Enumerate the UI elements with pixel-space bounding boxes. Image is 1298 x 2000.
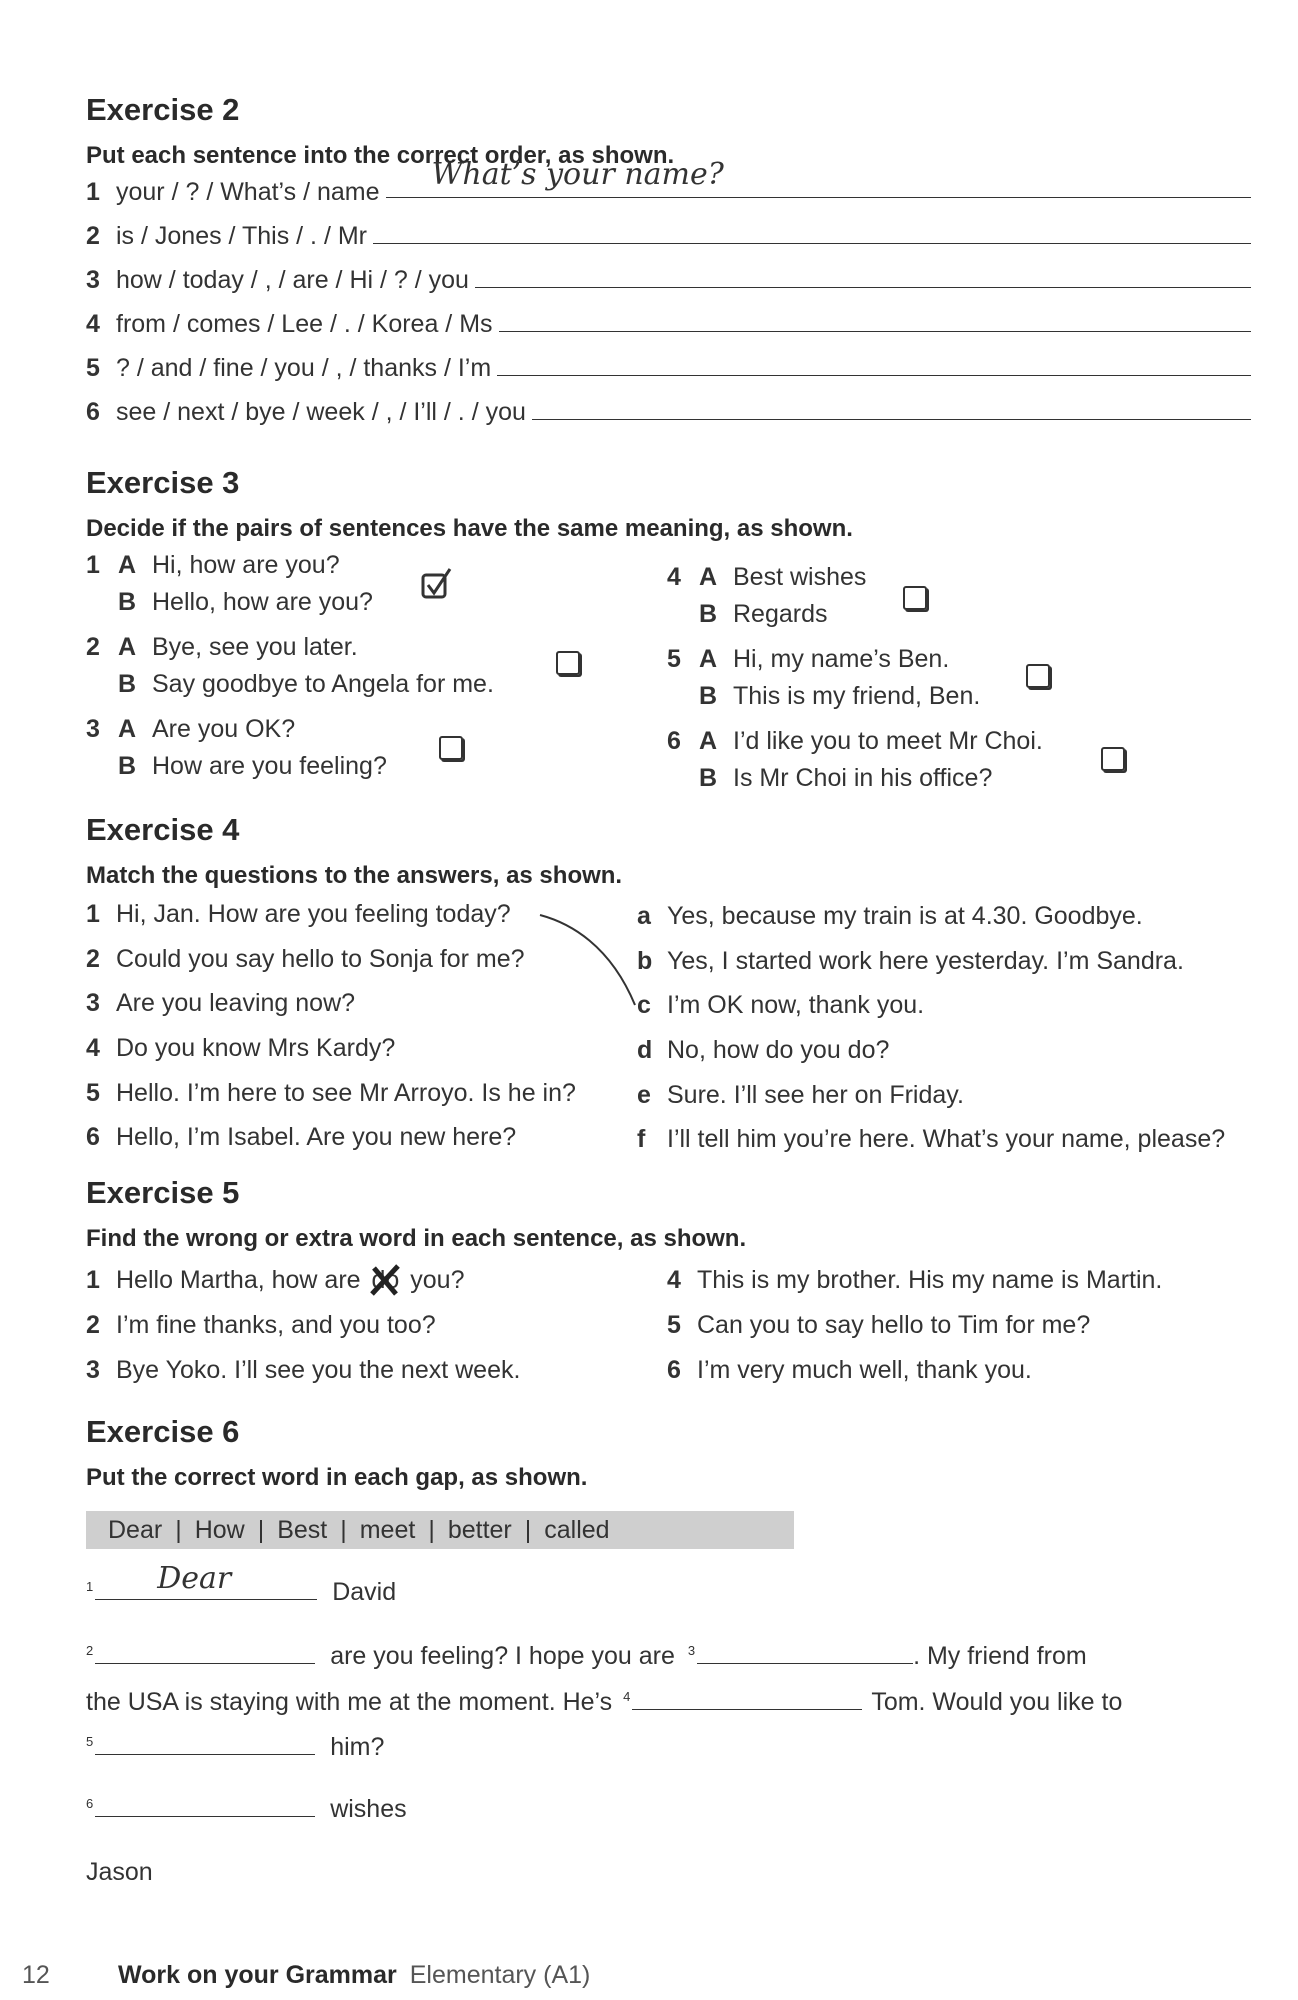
book-title: Work on your Grammar	[118, 1961, 397, 1989]
ex5-item-1: 1 Hello Martha, how are do you?	[86, 1266, 465, 1295]
word-separator: |	[257, 1515, 265, 1544]
book-level: Elementary (A1)	[409, 1961, 591, 1989]
word-option: called	[544, 1515, 610, 1544]
exercise-3-instruction: Decide if the pairs of sentences have the same meaning, as shown.	[86, 515, 853, 542]
ex3-pair-1-a: 1 A Hi, how are you?	[86, 551, 340, 579]
gap-3[interactable]	[697, 1663, 913, 1664]
ex4-question-1: 1 Hi, Jan. How are you feeling today?	[86, 900, 511, 928]
ex5-item-2: 2 I’m fine thanks, and you too?	[86, 1311, 436, 1339]
item-number: 1	[86, 178, 100, 206]
checkbox-empty-icon[interactable]	[903, 586, 927, 610]
ex5-item-5: 5 Can you to say hello to Tim for me?	[667, 1311, 1091, 1339]
ex4-answer-c: c I’m OK now, thank you.	[637, 991, 925, 1019]
exercise-5-instruction: Find the wrong or extra word in each sentence, as shown.	[86, 1225, 747, 1252]
exercise-4-instruction: Match the questions to the answers, as shown.	[86, 862, 623, 889]
ex3-pair-4-a: 4 A Best wishes	[667, 563, 867, 591]
ex4-answer-d: d No, how do you do?	[637, 1036, 890, 1064]
exercise-5-title: Exercise 5	[86, 1175, 240, 1210]
ex4-answer-a: a Yes, because my train is at 4.30. Goodbye.	[637, 902, 1143, 930]
match-line-icon	[530, 905, 650, 1015]
ex4-question-4: 4 Do you know Mrs Kardy?	[86, 1034, 396, 1062]
ex3-pair-5-b: B This is my friend, Ben.	[699, 682, 981, 710]
gap-6[interactable]	[95, 1816, 315, 1817]
exercise-3-title: Exercise 3	[86, 465, 240, 500]
word-separator: |	[340, 1515, 347, 1544]
letter-line-2: $^2$ are you feeling? I hope you are $^3$ . My friend from	[86, 1642, 1087, 1670]
ex4-answer-e: e Sure. I’ll see her on Friday.	[637, 1081, 964, 1109]
exercise-2-title: Exercise 2	[86, 92, 240, 127]
checkbox-empty-icon[interactable]	[1026, 664, 1050, 688]
book-footer	[118, 1961, 590, 1990]
letter-line-4: $^5$ him?	[86, 1733, 385, 1761]
word-option: Dear	[108, 1515, 163, 1544]
word-option: Best	[277, 1515, 328, 1544]
ex3-pair-2-b: B Say goodbye to Angela for me.	[118, 670, 494, 698]
ex2-item-5	[86, 354, 1251, 383]
exercise-6-instruction: Put the correct word in each gap, as shown.	[86, 1464, 588, 1491]
checkbox-empty-icon[interactable]	[439, 736, 463, 760]
scrambled-words: ? / and / fine / you / , / thanks / I’m	[116, 354, 492, 382]
answer-line[interactable]	[475, 287, 1251, 288]
ex4-question-6: 6 Hello, I’m Isabel. Are you new here?	[86, 1123, 517, 1151]
ex4-answer-b: b Yes, I started work here yesterday. I’m Sandra.	[637, 947, 1184, 975]
scrambled-words: your / ? / What’s / name	[116, 178, 380, 206]
gap-4[interactable]	[632, 1709, 862, 1710]
scrambled-words: how / today / , / are / Hi / ? / you	[116, 266, 469, 294]
exercise-6-title: Exercise 6	[86, 1414, 240, 1449]
cross-out-icon	[368, 1262, 402, 1300]
letter-line-1: $^1$ Dear David	[86, 1561, 397, 1606]
answer-line[interactable]	[386, 157, 1251, 198]
answer-line[interactable]	[497, 375, 1251, 376]
word-option: better	[447, 1515, 512, 1544]
ex4-question-2: 2 Could you say hello to Sonja for me?	[86, 945, 525, 973]
word-box	[86, 1511, 794, 1549]
word-separator: |	[524, 1515, 532, 1544]
gap-5[interactable]	[95, 1754, 315, 1755]
word-separator: |	[428, 1515, 435, 1544]
crossed-word: do	[372, 1266, 400, 1295]
ex3-pair-4-b: B Regards	[699, 600, 828, 628]
scrambled-words: from / comes / Lee / . / Korea / Ms	[116, 310, 493, 338]
ex3-pair-5-a: 5 A Hi, my name’s Ben.	[667, 645, 950, 673]
ex4-question-3: 3 Are you leaving now?	[86, 989, 356, 1017]
ex2-item-3	[86, 266, 1251, 295]
word-separator: |	[175, 1515, 182, 1544]
exercise-4-title: Exercise 4	[86, 812, 240, 847]
ex3-pair-6-a: 6 A I’d like you to meet Mr Choi.	[667, 727, 1043, 755]
handwritten-answer: What’s your name?	[431, 157, 724, 192]
checkbox-checked-icon[interactable]	[420, 567, 456, 608]
letter-line-3: the USA is staying with me at the moment. He’s $^4$ Tom. Would you like to	[86, 1688, 1123, 1716]
letter-signature: Jason	[86, 1858, 153, 1886]
item-number: 2	[86, 222, 100, 250]
exercise-2-instruction: Put each sentence into the correct order, as shown.	[86, 142, 675, 169]
ex3-pair-3-a: 3 A Are you OK?	[86, 715, 296, 743]
page-number: 12	[22, 1961, 50, 1989]
letter-line-5: $^6$ wishes	[86, 1795, 407, 1823]
answer-line[interactable]	[373, 243, 1251, 244]
word-option: meet	[359, 1515, 416, 1544]
checkbox-empty-icon[interactable]	[556, 651, 580, 675]
ex4-answer-f: f I’ll tell him you’re here. What’s your name, please?	[637, 1125, 1226, 1153]
scrambled-words: see / next / bye / week / , / I’ll / . / you	[116, 398, 526, 426]
ex5-item-6: 6 I’m very much well, thank you.	[667, 1356, 1032, 1384]
ex3-pair-6-b: B Is Mr Choi in his office?	[699, 764, 993, 792]
ex3-pair-2-a: 2 A Bye, see you later.	[86, 633, 358, 661]
item-number: 6	[86, 398, 100, 426]
ex2-item-2	[86, 222, 1251, 251]
ex3-pair-3-b: B How are you feeling?	[118, 752, 387, 780]
item-number: 3	[86, 266, 100, 294]
ex2-item-1	[86, 157, 1251, 207]
gap-2[interactable]	[95, 1663, 315, 1664]
answer-line[interactable]	[499, 331, 1251, 332]
handwritten-answer: Dear	[157, 1561, 232, 1596]
word-option: How	[194, 1515, 245, 1544]
answer-line[interactable]	[532, 419, 1251, 420]
item-number: 5	[86, 354, 100, 382]
ex5-item-3: 3 Bye Yoko. I’ll see you the next week.	[86, 1356, 521, 1384]
item-number: 4	[86, 310, 100, 338]
ex2-item-6	[86, 398, 1251, 427]
ex3-pair-1-b: B Hello, how are you?	[118, 588, 373, 616]
ex2-item-4	[86, 310, 1251, 339]
checkbox-empty-icon[interactable]	[1101, 747, 1125, 771]
ex4-question-5: 5 Hello. I’m here to see Mr Arroyo. Is he in?	[86, 1079, 576, 1107]
ex5-item-4: 4 This is my brother. His my name is Martin.	[667, 1266, 1163, 1294]
scrambled-words: is / Jones / This / . / Mr	[116, 222, 367, 250]
